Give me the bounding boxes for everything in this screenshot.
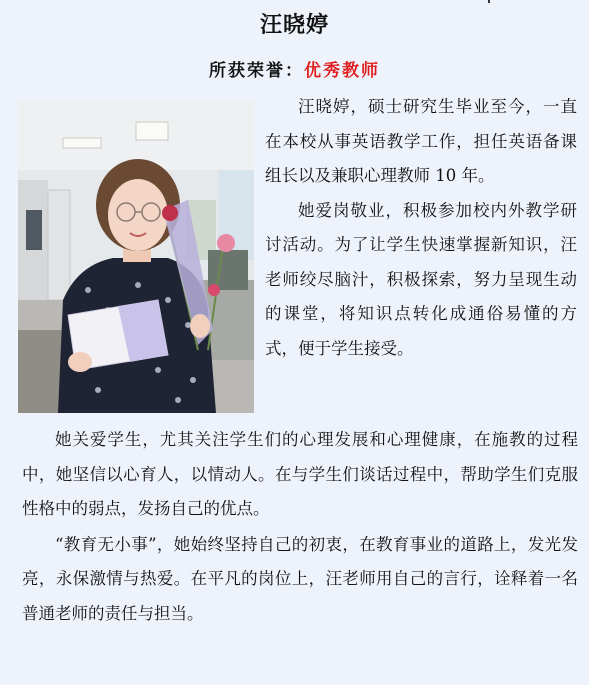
honor-value: 优秀教师 (304, 61, 380, 81)
honor-line (0, 56, 589, 81)
teacher-name-title: 汪晓婷 (259, 12, 329, 38)
teacher-portrait-icon (18, 100, 254, 413)
page-edge-mark (488, 0, 490, 3)
teacher-photo (18, 100, 254, 413)
intro-text-block (265, 90, 577, 366)
paragraph-3: 她关爱学生，尤其关注学生们的心理发展和心理健康，在施教的过程中，她坚信以心育人，以情动人。在与学生们谈话过程中，帮助学生们克服性格中的弱点，发扬自己的优点。 (22, 430, 578, 518)
main-text-block (22, 423, 578, 631)
honor-label: 所获荣誉： (209, 61, 304, 81)
paragraph-2: 她爱岗敬业，积极参加校内外教学研讨活动。为了让学生快速掌握新知识，汪老师绞尽脑汁，积极探索，努力呈现生动的课堂，将知识点转化成通俗易懂的方式，便于学生接受。 (265, 200, 577, 358)
paragraph-1: 汪晓婷，硕士研究生毕业至今，一直在本校从事英语教学工作，担任英语备课组长以及兼职心理教师 10 年。 (265, 97, 577, 185)
paragraph-4: “教育无小事”，她始终坚持自己的初衷，在教育事业的道路上，发光发亮，永保激情与热爱。在平凡的岗位上，汪老师用自己的言行，诠释着一名普通老师的责任与担当。 (22, 534, 578, 623)
